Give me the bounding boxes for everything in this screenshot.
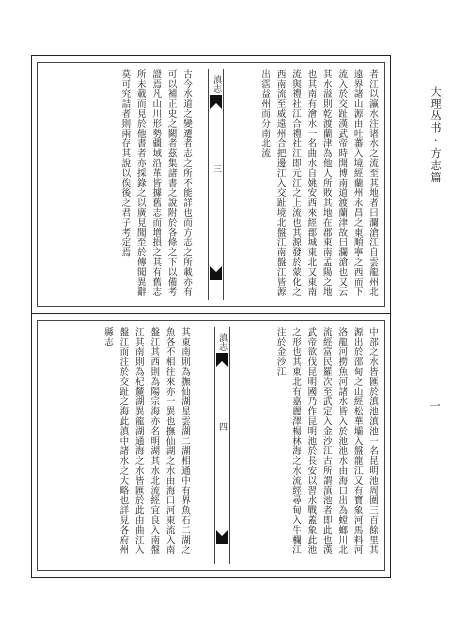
page-number: 一 — [428, 400, 441, 411]
series-title: 大理丛书 · 方志篇 — [429, 86, 442, 184]
fishtail-mark-icon — [210, 95, 222, 109]
page-frame — [37, 320, 385, 571]
text-block-right: 者江以瀛水注诸水之流至其地者曰瀾滄江自雲龍州北遠界諸山源由吐蕃入境經蘭州永昌之東順寧之西而下流入於交趾漢武帝時開博南道渡蘭津故曰瀾滄也又云其水溢則乾渡蘭津為他人所敗其地在郡東南孟陽之地也其南有澮水一名曲水自姚安西來經郡城東北又東南流與禮社江合禮社江即元江之上流也其源發於蒙化之西南流至威遠州合把邊江入交趾境北盤江南盤江皆源出霑益州而分南北流 — [259, 69, 378, 297]
text-block-left: 其東南則為撫仙湖星雲湖二湖相通中有界魚石二湖之魚各不相往來亦一異也撫仙湖之水由海口河東流入南盤江其西則為陽宗海亦名明湖其水北流經宜良入南盤江其南則為杞麓湖異龍湖通海之水皆匯於此由曲江入盤江而注於交趾之海此滇中諸水之大略也詳見各府州縣志 — [101, 327, 190, 555]
fishtail-mark-icon — [210, 266, 222, 280]
facsimile-page-bottom — [31, 313, 391, 578]
facsimile-page-top — [31, 55, 391, 314]
fishtail-mark-icon — [216, 353, 228, 367]
center-fold-band — [214, 327, 230, 564]
fold-title: 滇志 — [211, 75, 221, 93]
fishtail-mark-icon — [216, 530, 228, 544]
fold-leaf-number: 四 — [217, 422, 227, 431]
fold-leaf-number: 三 — [211, 164, 221, 173]
page-frame — [37, 62, 385, 307]
text-block-right: 中部之水皆匯於滇池滇池一名昆明池周圍三百餘里其源出於邵甸之山經松華壩入盤龍江又有寶象河馬料河洛龍河撈魚河諸水皆入於池池水由海口出為螳螂川北流經富民羅次至武定入金沙江古所謂滇池者即此也漢武帝欲伐昆明國乃作昆明池於長安以習水戰蓋象此池之形也其東北有嘉麗澤楊林海之水流經尋甸入牛欄江注於金沙江 — [274, 327, 378, 555]
center-fold-band — [208, 69, 224, 300]
fold-title: 滇志 — [217, 333, 227, 351]
text-block-left: 古今水道之變遷者志之所不能詳也而方志之所載亦有可以補正史之闕者茲集諸書之說附於各條之下以備考證焉凡山川形勢疆域沿革皆據舊志而增損之其有舊志所未載而見於他書者亦採錄之以廣見聞至於傳聞異辭莫可究詰者則兩存其說以俟後之君子考定焉 — [119, 69, 192, 297]
